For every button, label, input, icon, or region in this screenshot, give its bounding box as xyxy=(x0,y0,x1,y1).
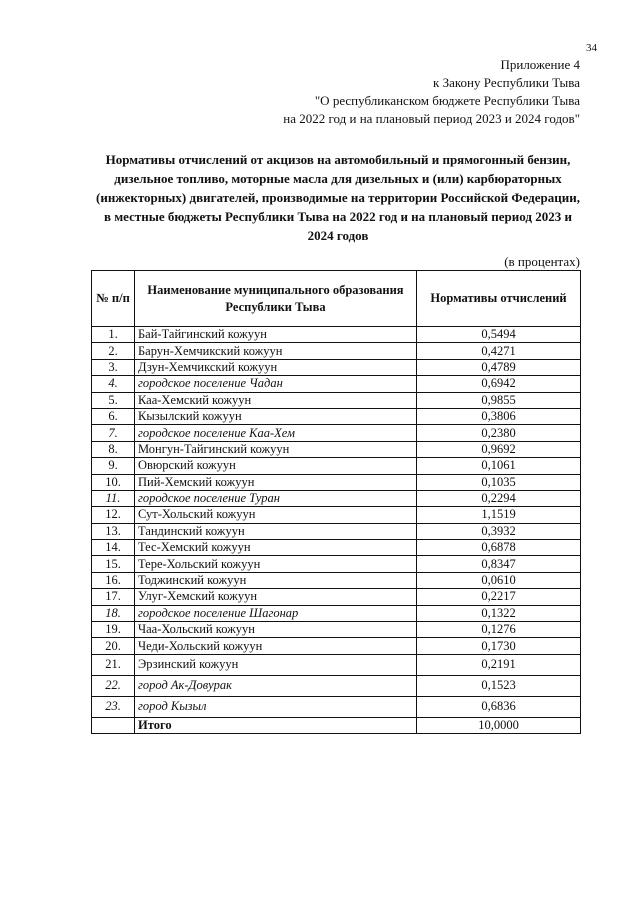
row-name: Тандинский кожуун xyxy=(135,523,417,539)
row-value: 0,1061 xyxy=(417,458,581,474)
title-line: Нормативы отчислений от акцизов на автомобильный и прямогонный бензин, xyxy=(105,152,571,167)
table-row xyxy=(92,556,581,572)
row-name: Тоджинский кожуун xyxy=(135,572,417,588)
document-title xyxy=(88,150,588,245)
table-row xyxy=(92,441,581,457)
row-value: 0,1276 xyxy=(417,622,581,638)
appendix-line: "О республиканском бюджете Республики Тыва xyxy=(314,93,580,108)
row-value: 0,1322 xyxy=(417,605,581,621)
row-name: город Кызыл xyxy=(135,696,417,717)
appendix-line: Приложение 4 xyxy=(500,57,580,72)
table-row xyxy=(92,343,581,359)
row-name: Бай-Тайгинский кожуун xyxy=(135,327,417,343)
total-label: Итого xyxy=(135,717,417,733)
row-name: Монгун-Тайгинский кожуун xyxy=(135,441,417,457)
title-line: дизельное топливо, моторные масла для дизельных и (или) карбюраторных xyxy=(114,171,562,186)
row-name: Овюрский кожуун xyxy=(135,458,417,474)
row-num: 1. xyxy=(92,327,135,343)
row-name: Чеди-Хольский кожуун xyxy=(135,638,417,654)
table-row xyxy=(92,327,581,343)
row-num: 11. xyxy=(92,490,135,506)
row-num: 22. xyxy=(92,675,135,696)
row-name: Барун-Хемчикский кожуун xyxy=(135,343,417,359)
table-row xyxy=(92,605,581,621)
row-name: Каа-Хемский кожуун xyxy=(135,392,417,408)
row-value: 0,9855 xyxy=(417,392,581,408)
row-name: Чаа-Хольский кожуун xyxy=(135,622,417,638)
appendix-line: на 2022 год и на плановый период 2023 и 2024 годов" xyxy=(283,111,580,126)
table-row xyxy=(92,376,581,392)
row-num: 20. xyxy=(92,638,135,654)
row-num: 18. xyxy=(92,605,135,621)
norms-table xyxy=(91,270,581,734)
row-value: 0,2380 xyxy=(417,425,581,441)
row-value: 0,4271 xyxy=(417,343,581,359)
row-value: 0,1730 xyxy=(417,638,581,654)
row-value: 0,5494 xyxy=(417,327,581,343)
table-row xyxy=(92,675,581,696)
table-row xyxy=(92,696,581,717)
table-row xyxy=(92,458,581,474)
table-row xyxy=(92,392,581,408)
row-name: Эрзинский кожуун xyxy=(135,654,417,675)
row-num: 2. xyxy=(92,343,135,359)
appendix-header xyxy=(283,56,580,128)
row-num: 7. xyxy=(92,425,135,441)
row-value: 0,1523 xyxy=(417,675,581,696)
row-num: 23. xyxy=(92,696,135,717)
row-num: 8. xyxy=(92,441,135,457)
table-row xyxy=(92,638,581,654)
title-line: (инжекторных) двигателей, производимые на территории Российской Федерации, xyxy=(96,190,580,205)
row-num: 4. xyxy=(92,376,135,392)
row-name: Тес-Хемский кожуун xyxy=(135,540,417,556)
row-value: 0,3806 xyxy=(417,408,581,424)
table-row xyxy=(92,572,581,588)
table-row xyxy=(92,425,581,441)
table-row xyxy=(92,507,581,523)
row-num: 5. xyxy=(92,392,135,408)
row-name: Пий-Хемский кожуун xyxy=(135,474,417,490)
table-header-row xyxy=(92,271,581,327)
row-value: 0,0610 xyxy=(417,572,581,588)
row-name: городское поселение Туран xyxy=(135,490,417,506)
table-row xyxy=(92,589,581,605)
row-value: 0,2294 xyxy=(417,490,581,506)
row-num: 12. xyxy=(92,507,135,523)
row-name: городское поселение Чадан xyxy=(135,376,417,392)
row-num: 13. xyxy=(92,523,135,539)
row-name: город Ак-Довурак xyxy=(135,675,417,696)
title-line: в местные бюджеты Республики Тыва на 2022 год и на плановый период 2023 и xyxy=(104,209,572,224)
table-row xyxy=(92,654,581,675)
row-num: 15. xyxy=(92,556,135,572)
header-value: Нормативы отчислений xyxy=(417,271,581,327)
row-name: городское поселение Каа-Хем xyxy=(135,425,417,441)
table-row xyxy=(92,622,581,638)
row-value: 0,4789 xyxy=(417,359,581,375)
table-row xyxy=(92,474,581,490)
table-body xyxy=(92,327,581,734)
row-value: 0,6942 xyxy=(417,376,581,392)
row-value: 1,1519 xyxy=(417,507,581,523)
row-name: Сут-Хольский кожуун xyxy=(135,507,417,523)
row-name: городское поселение Шагонар xyxy=(135,605,417,621)
total-value: 10,0000 xyxy=(417,717,581,733)
row-value: 0,2191 xyxy=(417,654,581,675)
row-num: 6. xyxy=(92,408,135,424)
row-value: 0,6878 xyxy=(417,540,581,556)
header-name: Наименование муниципального образования Республики Тыва xyxy=(135,271,417,327)
title-line: 2024 годов xyxy=(307,228,369,243)
table-total-row xyxy=(92,717,581,733)
total-num xyxy=(92,717,135,733)
row-value: 0,8347 xyxy=(417,556,581,572)
row-name: Кызылский кожуун xyxy=(135,408,417,424)
table-row xyxy=(92,359,581,375)
table-row xyxy=(92,490,581,506)
units-label: (в процентах) xyxy=(504,254,580,269)
row-name: Тере-Хольский кожуун xyxy=(135,556,417,572)
row-value: 0,9692 xyxy=(417,441,581,457)
table-row xyxy=(92,408,581,424)
table-row xyxy=(92,540,581,556)
row-value: 0,3932 xyxy=(417,523,581,539)
row-value: 0,1035 xyxy=(417,474,581,490)
row-name: Дзун-Хемчикский кожуун xyxy=(135,359,417,375)
row-num: 9. xyxy=(92,458,135,474)
row-value: 0,6836 xyxy=(417,696,581,717)
page-number: 34 xyxy=(586,42,597,54)
appendix-line: к Закону Республики Тыва xyxy=(433,75,580,90)
row-num: 14. xyxy=(92,540,135,556)
table-row xyxy=(92,523,581,539)
row-num: 17. xyxy=(92,589,135,605)
row-value: 0,2217 xyxy=(417,589,581,605)
row-num: 10. xyxy=(92,474,135,490)
row-num: 21. xyxy=(92,654,135,675)
row-num: 16. xyxy=(92,572,135,588)
row-name: Улуг-Хемский кожуун xyxy=(135,589,417,605)
row-num: 19. xyxy=(92,622,135,638)
header-num: № п/п xyxy=(92,271,135,327)
row-num: 3. xyxy=(92,359,135,375)
